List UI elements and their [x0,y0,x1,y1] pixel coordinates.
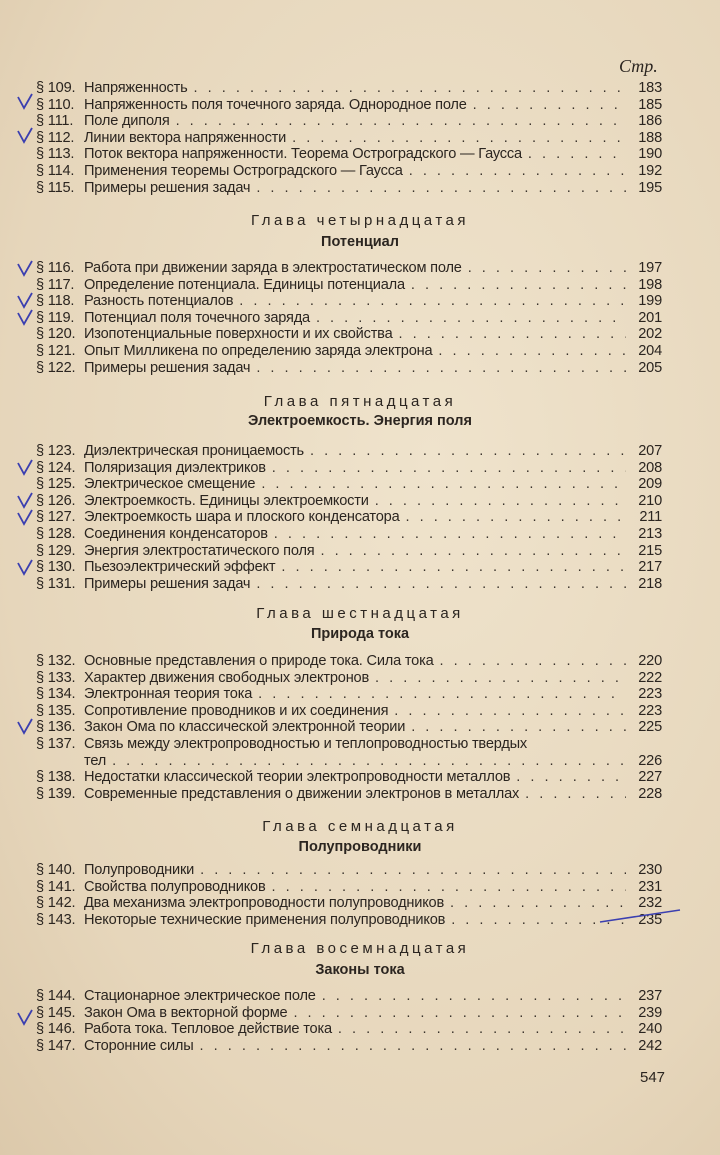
section-title: Связь между электропроводностью и теплопроводностью твердых [84,735,528,752]
section-number: § 144. [36,988,76,1004]
pen-check-mark-icon [18,310,32,324]
section-page: 204 [638,342,662,359]
section-title: Свойства полупроводников [84,878,266,895]
section-title: Закон Ома в векторной форме [84,1004,288,1021]
section-number: § 115. [36,179,75,196]
section-page: 235 [638,911,662,928]
section-page: 213 [638,525,662,542]
pen-check-mark-icon [18,460,32,474]
section-number: § 143. [36,911,76,928]
section-number: § 124. [36,459,76,476]
pen-check-mark-icon [18,719,32,733]
chapter-heading: Глава восемнадцатая [250,940,470,957]
section-page: 209 [638,476,662,493]
section-page: 207 [638,443,662,459]
section-title: Электронная теория тока [84,686,253,703]
section-number: § 113. [36,146,75,163]
section-title: Изопотенциальные поверхности и их свойства [84,326,393,343]
section-page: 211 [639,509,662,526]
section-title: Разность потенциалов [84,293,234,310]
section-title: Работа тока. Тепловое действие тока [84,1021,332,1038]
chapter-heading: Глава четырнадцатая [251,212,469,229]
section-title: Примеры решения задач [84,179,251,196]
section-number: § 121. [36,342,76,359]
section-number: § 114. [36,162,75,179]
section-title: Полупроводники [84,862,195,878]
chapter-heading: Глава семнадцатая [262,818,458,835]
section-number: § 116. [36,260,75,276]
section-number: § 133. [36,669,76,686]
section-page: 195 [638,179,662,196]
section-title: Напряженность [84,80,188,96]
section-number: § 134. [36,686,76,703]
section-number: § 129. [36,542,76,559]
section-title: Работа при движении заряда в электростатическом поле [84,260,462,276]
section-number: § 109. [36,80,76,96]
section-number: § 140. [36,862,76,878]
section-number: § 138. [36,769,76,786]
section-page: 222 [638,669,662,686]
chapter-title: Потенциал [321,234,399,250]
section-page: 237 [638,988,662,1004]
section-title: Примеры решения задач [84,359,251,376]
section-page: 231 [638,878,662,895]
section-number: § 111. [36,113,74,130]
section-title-continuation: тел [84,752,107,769]
pen-check-mark-icon [18,510,32,524]
section-number: § 122. [36,359,76,376]
section-page: 201 [638,309,662,326]
section-number: § 127. [36,509,76,526]
section-title: Потенциал поля точечного заряда [84,309,310,326]
section-number: § 147. [36,1037,76,1054]
chapter-title: Полупроводники [298,839,422,855]
section-title: Электроемкость шара и плоского конденсатора [84,509,400,526]
section-page: 240 [638,1021,662,1038]
section-title: Закон Ома по классической электронной теории [84,719,406,736]
pen-check-mark-icon [18,560,32,574]
section-page: 186 [638,113,662,130]
section-title: Поток вектора напряженности. Теорема Остроградского — Гаусса [84,146,522,163]
section-page: 223 [638,702,662,719]
section-title: Стационарное электрическое поле [84,988,316,1004]
section-page: 223 [638,686,662,703]
section-title: Два механизма электропроводности полупроводников [84,895,445,912]
chapter-heading: Глава пятнадцатая [263,393,457,410]
chapter-heading: Глава шестнадцатая [256,605,464,622]
section-number: § 112. [36,129,75,146]
section-page: 188 [638,129,662,146]
section-title: Пьезоэлектрический эффект [84,559,276,576]
section-number: § 117. [36,276,75,293]
section-title: Электрическое смещение [84,476,256,493]
section-page: 197 [638,260,662,276]
section-page: 242 [638,1037,662,1054]
section-page: 228 [638,785,662,802]
page-number: 547 [640,1069,666,1086]
section-title: Определение потенциала. Единицы потенциала [84,276,405,293]
section-title: Линии вектора напряженности [84,129,287,146]
section-number: § 139. [36,785,76,802]
section-title: Некоторые технические применения полупроводников [84,911,446,928]
section-page: 226 [638,752,662,769]
section-page: 225 [638,719,662,736]
section-number: § 145. [36,1004,76,1021]
pen-check-mark-icon [18,1010,32,1024]
section-number: § 137. [36,735,76,752]
pen-underline-icon [600,910,680,922]
section-page: 202 [638,326,662,343]
section-number: § 142. [36,895,76,912]
section-number: § 135. [36,702,76,719]
section-title: Примеры решения задач [84,575,251,592]
section-title: Напряженность поля точечного заряда. Однородное поле [84,96,467,113]
section-title: Недостатки классической теории электропроводности металлов [84,769,511,786]
chapter-title: Законы тока [315,962,405,978]
section-page: 208 [638,459,662,476]
section-page: 198 [638,276,662,293]
pen-check-mark-icon [18,293,32,307]
section-page: 220 [638,653,662,669]
chapter-title: Электроемкость. Энергия поля [248,413,472,429]
section-page: 227 [638,769,662,786]
section-title: Опыт Милликена по определению заряда электрона [84,342,433,359]
section-page: 230 [638,862,662,878]
section-page: 190 [638,146,662,163]
section-title: Соединения конденсаторов [84,525,268,542]
section-number: § 126. [36,492,76,509]
section-page: 218 [638,575,662,592]
section-page: 210 [638,492,662,509]
section-title: Основные представления о природе тока. Сила тока [84,653,434,669]
section-page: 217 [638,559,662,576]
section-page: 205 [638,359,662,376]
chapter-title: Природа тока [310,626,410,642]
section-title: Поле диполя [84,113,170,130]
page-column-label: Стр. [619,56,658,76]
section-title: Сторонние силы [84,1037,194,1054]
section-title: Характер движения свободных электронов [84,669,370,686]
section-number: § 132. [36,653,76,669]
section-page: 185 [638,96,662,113]
section-number: § 128. [36,525,76,542]
section-number: § 141. [36,878,76,895]
section-title: Диэлектрическая проницаемость [84,443,304,459]
section-number: § 125. [36,476,76,493]
section-number: § 118. [36,293,75,310]
section-page: 192 [638,162,662,179]
section-page: 232 [638,895,662,912]
pen-check-mark-icon [18,94,32,108]
section-page: 215 [638,542,662,559]
section-page: 183 [638,80,662,96]
pen-check-mark-icon [18,261,32,275]
section-number: § 136. [36,719,76,736]
section-page: 199 [638,293,662,310]
section-number: § 110. [36,96,75,113]
section-title: Применения теоремы Остроградского — Гаусса [84,162,403,179]
section-number: § 123. [36,443,76,459]
section-number: § 131. [36,575,76,592]
pen-check-mark-icon [18,493,32,507]
section-title: Современные представления о движении электронов в металлах [84,785,520,802]
section-number: § 119. [36,309,75,326]
section-title: Электроемкость. Единицы электроемкости [84,492,369,509]
pen-check-mark-icon [18,128,32,142]
section-title: Поляризация диэлектриков [84,459,266,476]
section-number: § 146. [36,1021,76,1038]
section-title: Сопротивление проводников и их соединения [84,702,389,719]
section-page: 239 [638,1004,662,1021]
section-number: § 120. [36,326,76,343]
section-title: Энергия электростатического поля [84,542,315,559]
section-number: § 130. [36,559,76,576]
